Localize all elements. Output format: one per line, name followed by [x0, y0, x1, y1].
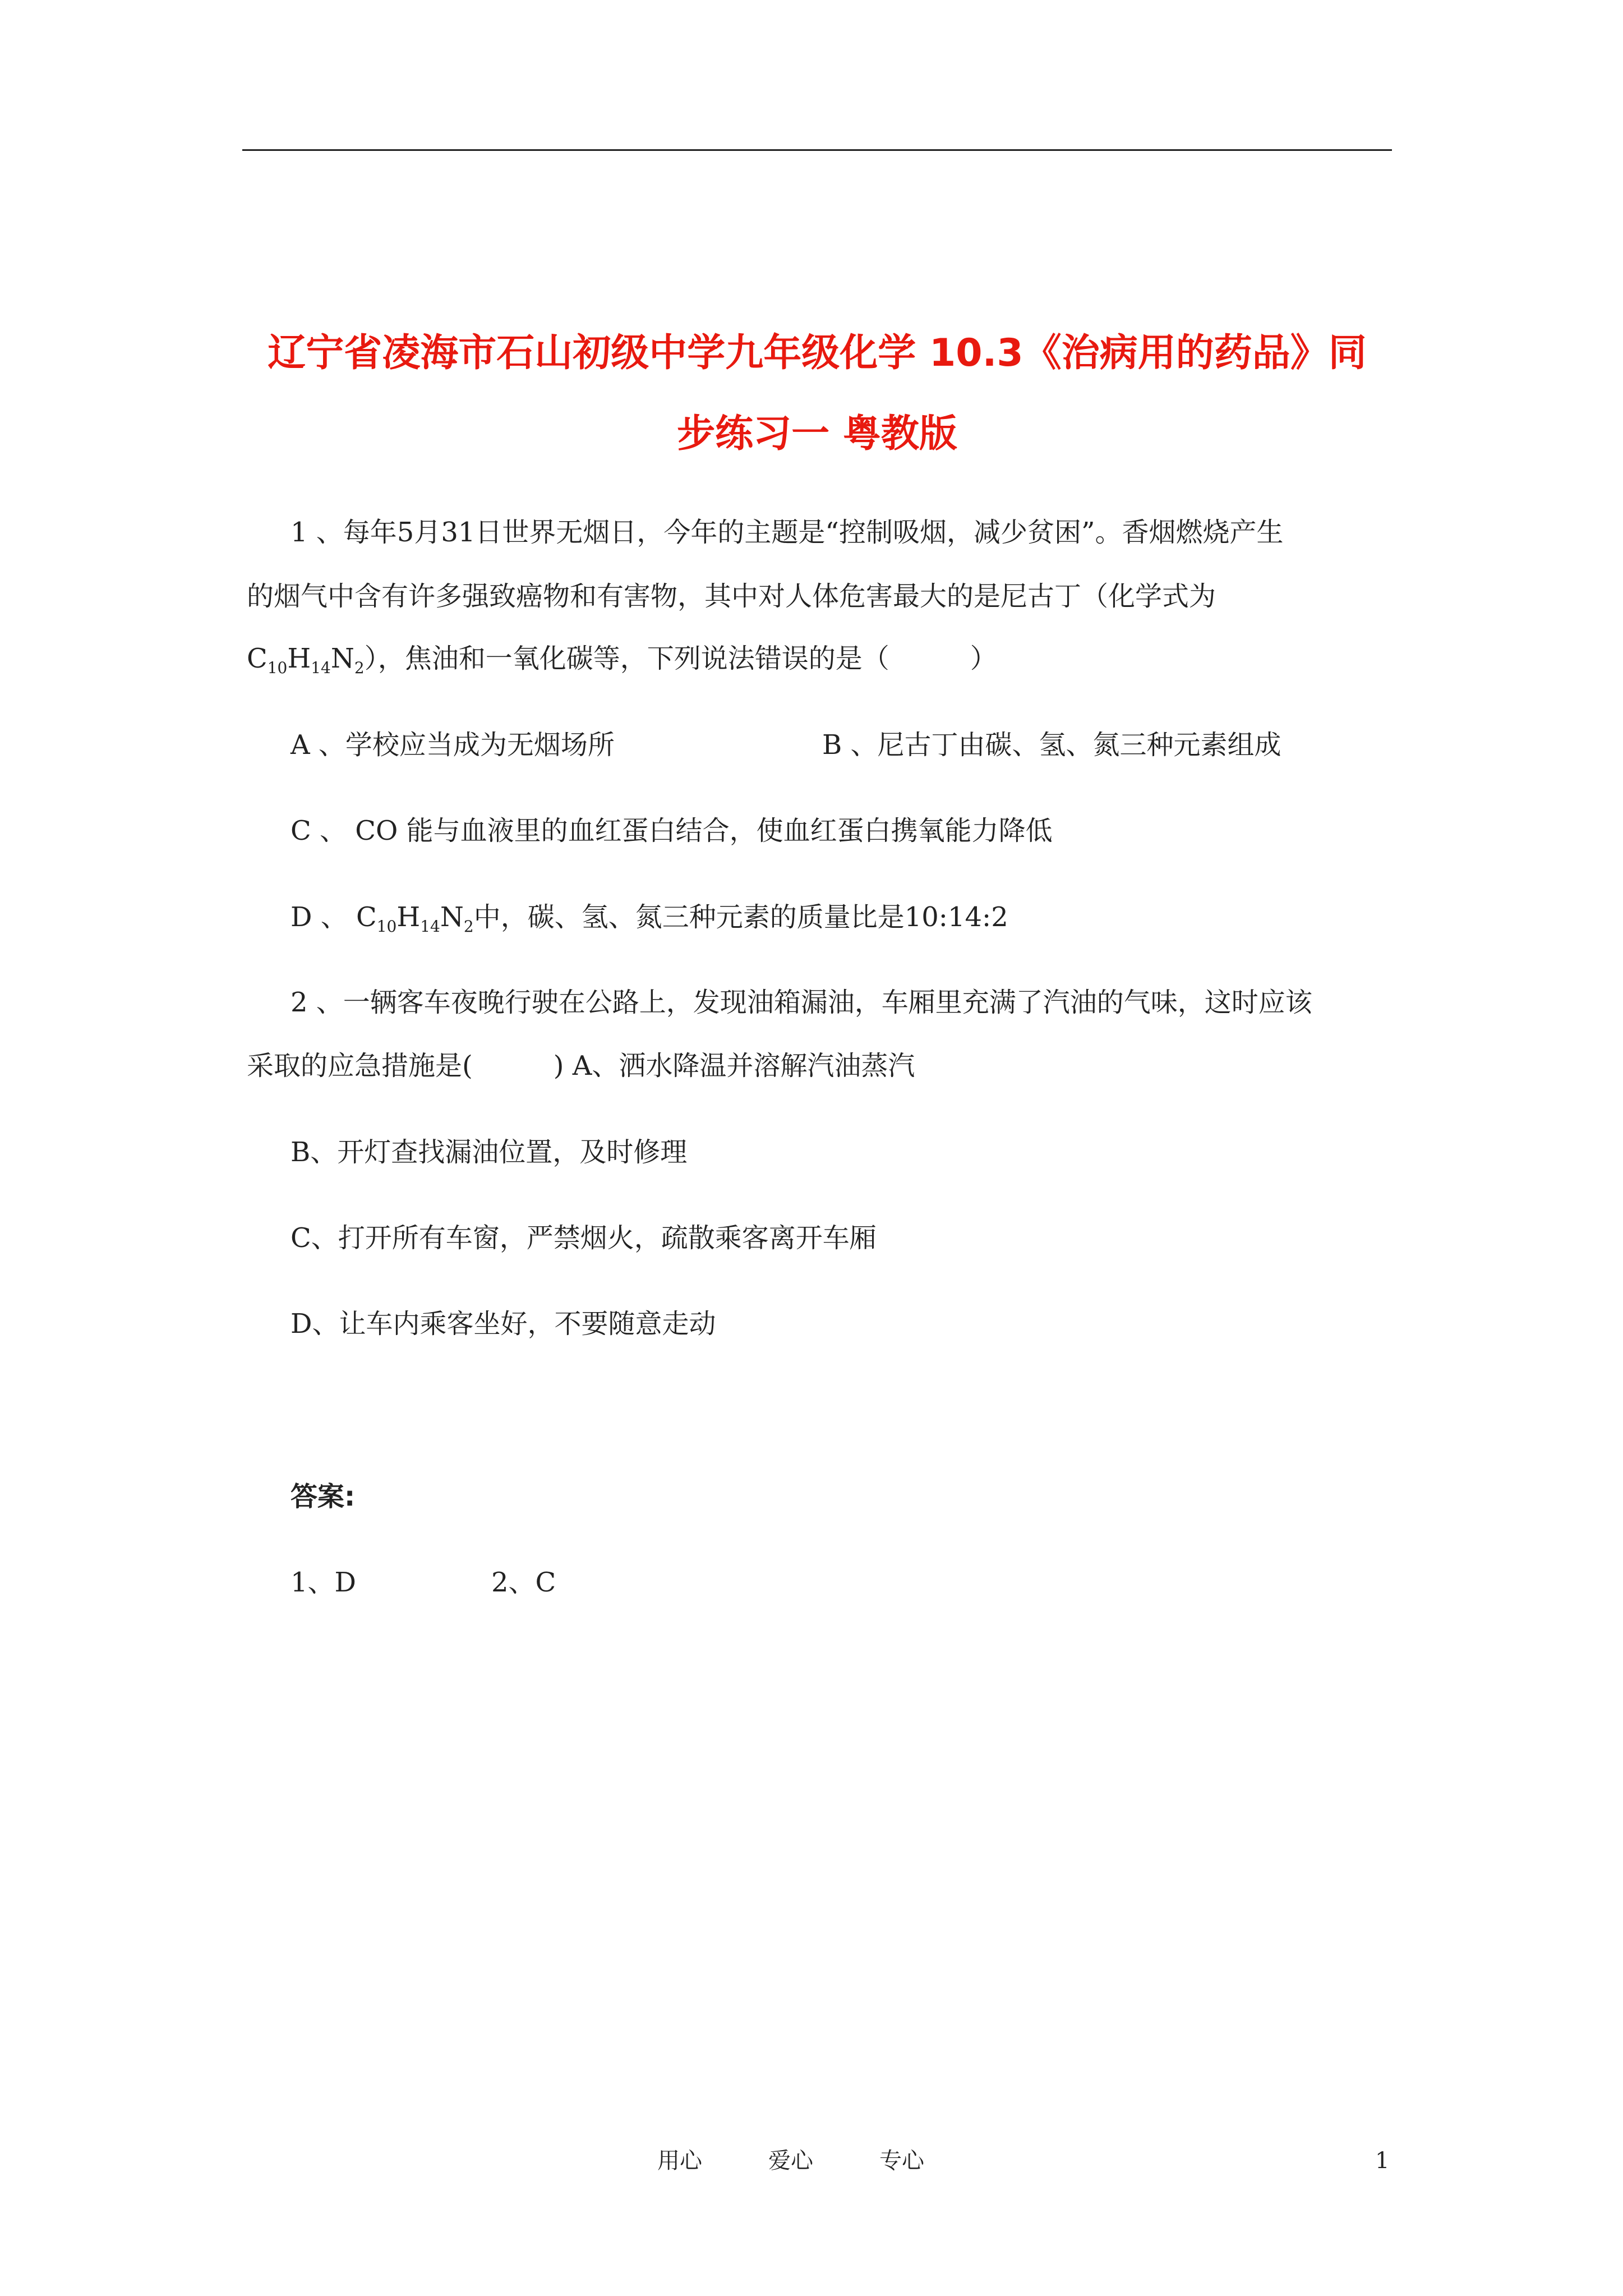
q1-line-3: $C_{10}H_{14}N_2$），焦油和一氧化碳等，下列说法错误的是（ ）	[247, 643, 997, 677]
footer-word-2: 爱心	[768, 2148, 813, 2174]
answer-2: 2、C	[491, 1567, 556, 1598]
q2-option-b: B、开灯查找漏油位置，及时修理	[291, 1137, 688, 1168]
page-number: 1	[1375, 2148, 1390, 2174]
q2-option-c: C、打开所有车窗，严禁烟火，疏散乘客离开车厢	[291, 1222, 877, 1254]
q1-line-1: 1 、每年5月31日世界无烟日，今年的主题是“控制吸烟，减少贫困”。香烟燃烧产生	[291, 517, 1284, 548]
q1-option-d: D 、 $C_{10}H_{14}N_2$中，碳、氢、氮三种元素的质量比是10:14:2	[291, 901, 1008, 936]
footer-word-1: 用心	[657, 2148, 702, 2174]
q2-option-d: D、让车内乘客坐好，不要随意走动	[291, 1308, 716, 1340]
header-rule	[242, 149, 1392, 151]
q1-line-2: 的烟气中含有许多强致癌物和有害物，其中对人体危害最大的是尼古丁（化学式为	[247, 581, 1216, 612]
footer-word-3: 专心	[879, 2148, 924, 2174]
q1-option-c: C 、 CO 能与血液里的血红蛋白结合，使血红蛋白携氧能力降低	[291, 815, 1053, 846]
title-line-1: 辽宁省凌海市石山初级中学九年级化学 10.3《治病用的药品》同	[268, 331, 1367, 375]
q1-option-b: B 、尼古丁由碳、氢、氮三种元素组成	[822, 729, 1281, 761]
answer-1: 1、D	[291, 1567, 357, 1598]
q1-option-a: A 、学校应当成为无烟场所	[291, 729, 615, 761]
title-line-2: 步练习一 粤教版	[677, 412, 957, 456]
answers-heading: 答案:	[291, 1481, 356, 1512]
q2-line-2: 采取的应急措施是( ) A、洒水降温并溶解汽油蒸汽	[247, 1050, 915, 1082]
q2-line-1: 2 、一辆客车夜晚行驶在公路上，发现油箱漏油，车厢里充满了汽油的气味，这时应该	[291, 987, 1312, 1018]
